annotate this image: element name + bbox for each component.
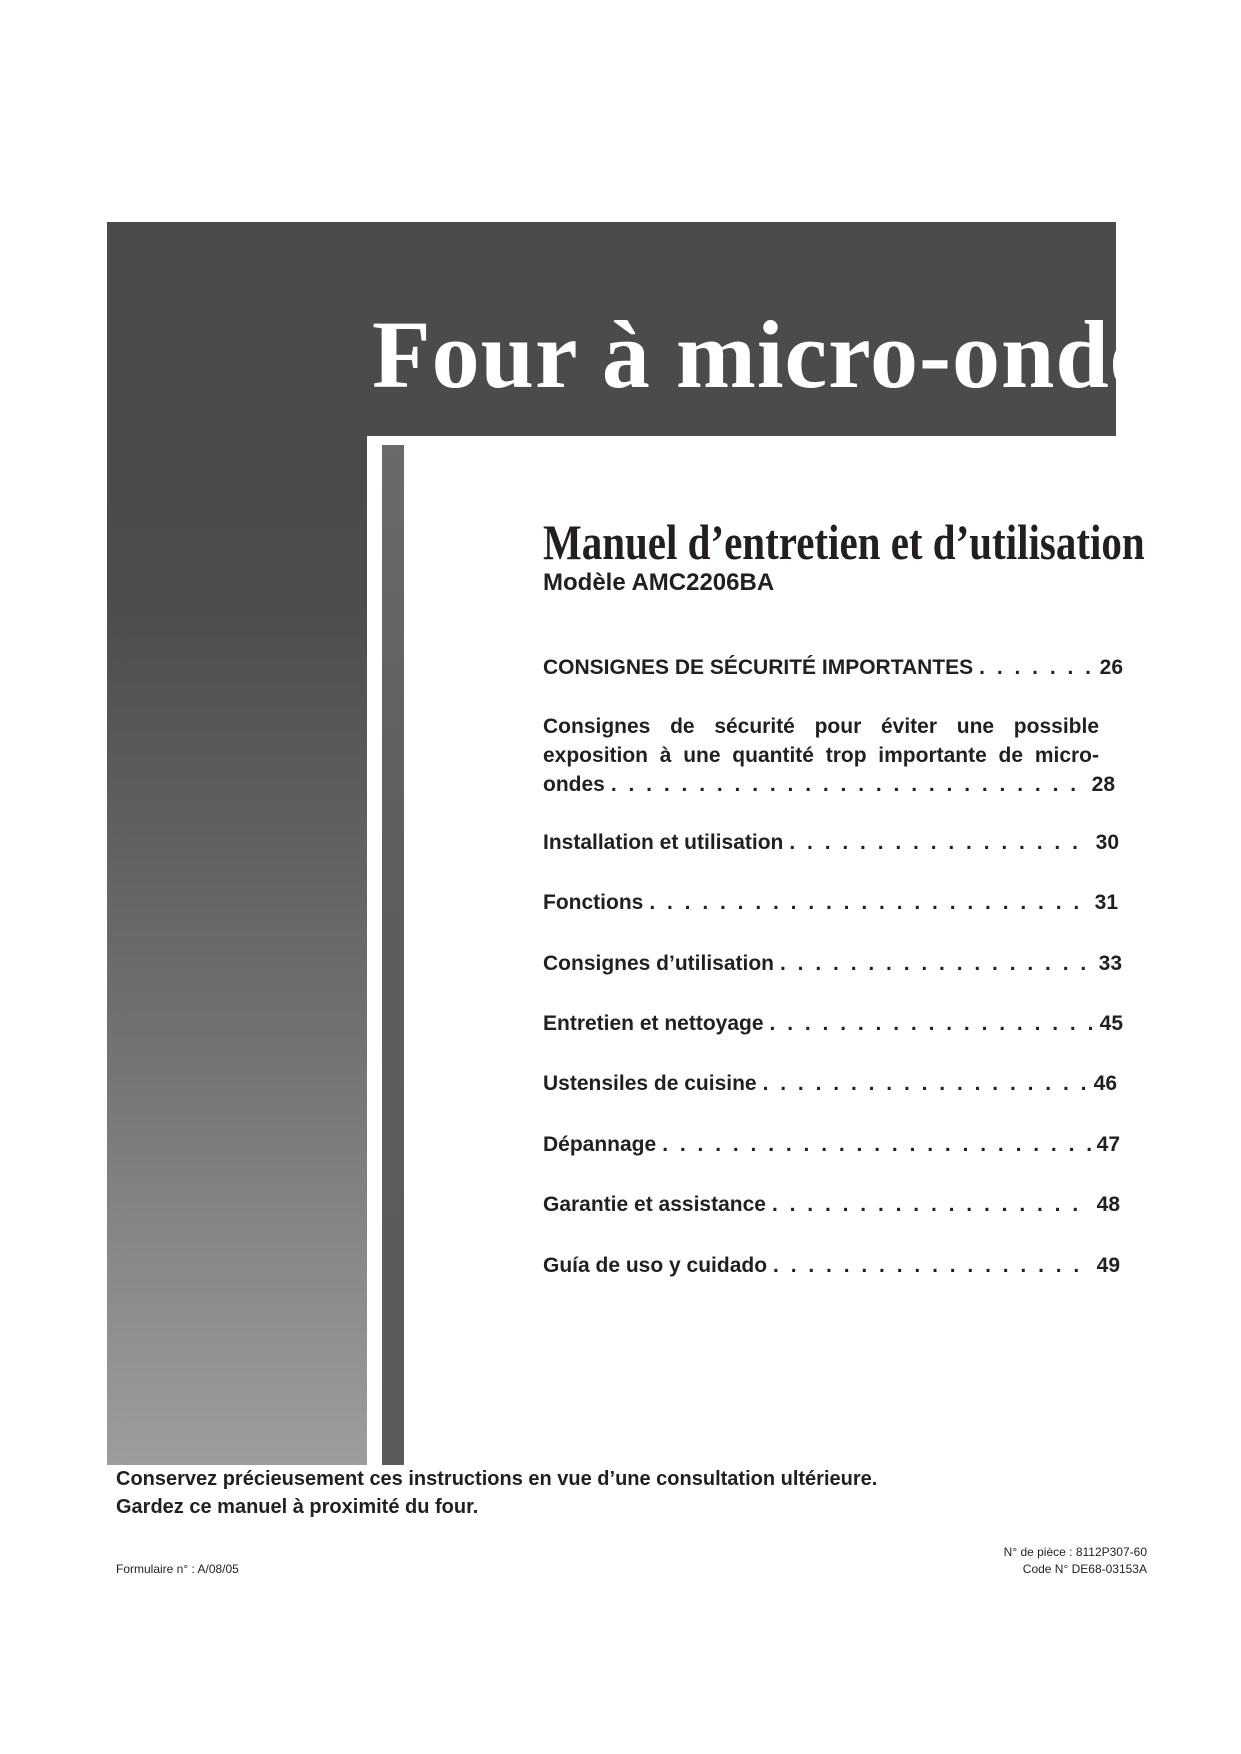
toc-leader-dots (773, 1251, 1091, 1280)
toc-entry-usage (543, 949, 1123, 978)
toc-label: Dépannage (543, 1133, 657, 1156)
toc-label: Fonctions (543, 891, 644, 914)
toc-page-number: 28 (1091, 773, 1115, 796)
toc-page-number: 31 (1094, 891, 1118, 914)
toc-entry-cleaning (543, 1009, 1123, 1038)
toc-entry-troubleshooting (543, 1130, 1123, 1159)
toc-label-line: exposition à une quantité trop importante de micro- (543, 744, 1099, 767)
model-number: Modèle AMC2206BA (543, 569, 775, 596)
toc-entry-warranty (543, 1190, 1123, 1219)
toc-leader-dots (770, 1009, 1094, 1038)
toc-leader-dots (763, 1069, 1088, 1098)
toc-label: ondes (543, 773, 605, 796)
toc-page-number: 26 (1099, 656, 1123, 679)
toc-page-number: 46 (1093, 1072, 1117, 1095)
toc-leader-dots (789, 828, 1089, 857)
toc-leader-dots (662, 1130, 1090, 1159)
toc-leader-dots (780, 949, 1093, 978)
toc-entry-spanish-guide (543, 1251, 1123, 1280)
toc-page-number: 47 (1096, 1133, 1120, 1156)
code-number: Code N° DE68-03153A (1022, 1562, 1147, 1576)
toc-label: Entretien et nettoyage (543, 1012, 764, 1035)
toc-leader-dots (611, 770, 1086, 799)
toc-page-number: 48 (1096, 1193, 1120, 1216)
toc-entry-utensils (543, 1069, 1123, 1098)
toc-label: Ustensiles de cuisine (543, 1072, 757, 1095)
manual-subtitle: Manuel d’entretien et d’utilisation (543, 514, 1145, 570)
toc-label-line: Consignes de sécurité pour éviter une possible (543, 715, 1099, 738)
toc-entry-installation (543, 828, 1123, 857)
toc-leader-dots (649, 888, 1088, 917)
toc-leader-dots (979, 653, 1093, 682)
toc-page-number: 30 (1095, 831, 1119, 854)
toc-entry-functions (543, 888, 1123, 917)
footer-note-keep-instructions: Conservez précieusement ces instructions en vue d’une consultation ultérieure. (116, 1468, 878, 1490)
toc-entry-safety (543, 653, 1123, 682)
footer-note-keep-near-oven: Gardez ce manuel à proximité du four. (116, 1496, 479, 1518)
toc-label: Guía de uso y cuidado (543, 1254, 768, 1277)
toc-label: Installation et utilisation (543, 831, 784, 854)
toc-leader-dots (772, 1190, 1091, 1219)
toc-page-number: 49 (1096, 1254, 1120, 1277)
toc-label: Garantie et assistance (543, 1193, 766, 1216)
toc-entry-microwave-exposure (543, 712, 1123, 799)
part-number: N° de pièce : 8112P307-60 (1003, 1545, 1147, 1559)
vertical-accent-bar (382, 445, 404, 1465)
cover-title: Four à micro-ondes (372, 301, 1192, 408)
form-number: Formulaire n° : A/08/05 (116, 1562, 239, 1576)
toc-label: Consignes d’utilisation (543, 952, 775, 975)
toc-label: CONSIGNES DE SÉCURITÉ IMPORTANTES (543, 656, 974, 679)
toc-page-number: 45 (1099, 1012, 1123, 1035)
toc-page-number: 33 (1098, 952, 1122, 975)
